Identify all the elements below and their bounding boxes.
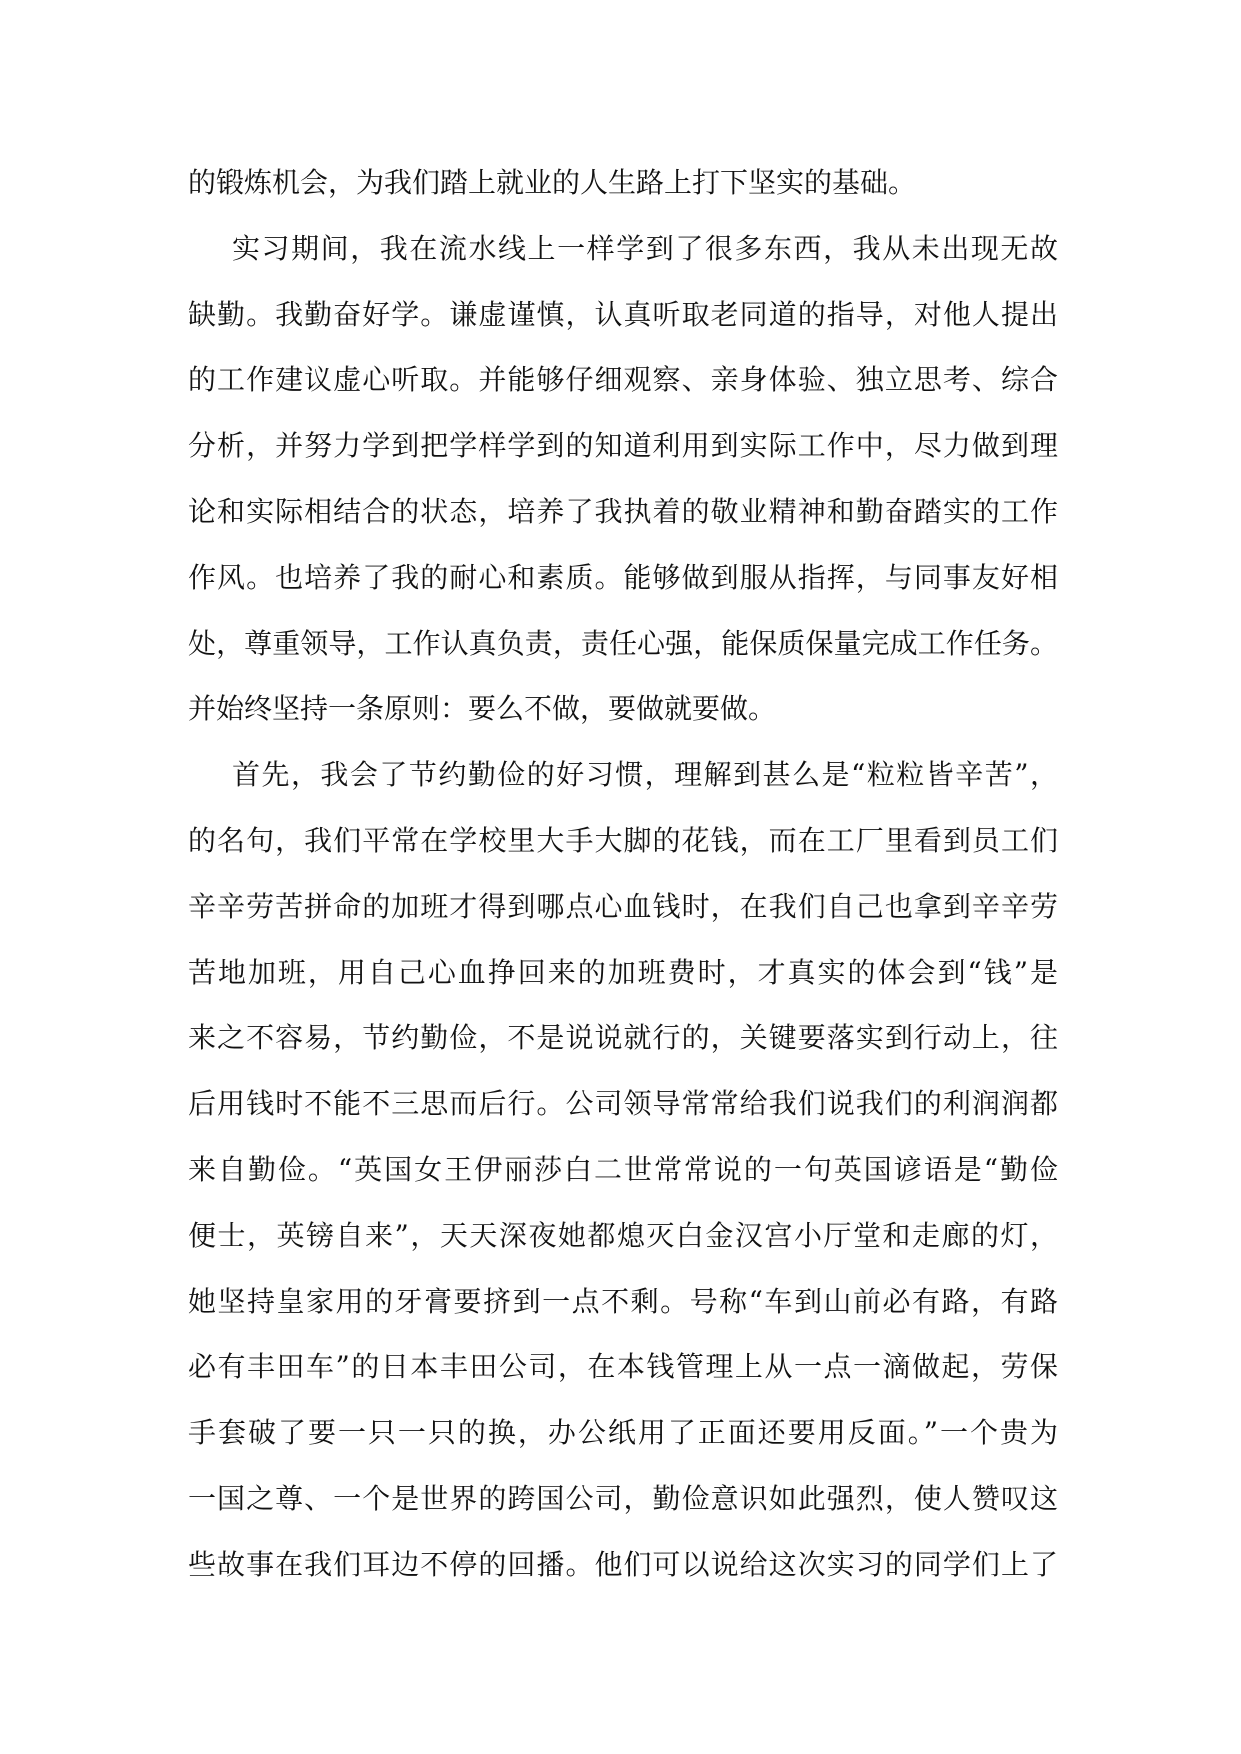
text-line: 实习期间，我在流水线上一样学到了很多东西，我从未出现无故	[232, 231, 1058, 265]
text-line: 一国之尊、一个是世界的跨国公司，勤俭意识如此强烈，使人赞叹这	[188, 1481, 1058, 1515]
text-line: 些故事在我们耳边不停的回播。他们可以说给这次实习的同学们上了	[188, 1547, 1058, 1581]
text-line: 的工作建议虚心听取。并能够仔细观察、亲身体验、独立思考、综合	[188, 363, 1058, 397]
document-body	[188, 150, 1058, 1598]
text-line: 苦地加班，用自己心血挣回来的加班费时，才真实的体会到“钱”是	[188, 955, 1058, 989]
text-line: 后用钱时不能不三思而后行。公司领导常常给我们说我们的利润润都	[188, 1087, 1058, 1121]
paragraph-1	[188, 150, 1058, 216]
text-line: 便士，英镑自来”，天天深夜她都熄灭白金汉宫小厅堂和走廊的灯，	[188, 1218, 1058, 1252]
paragraph-3	[188, 742, 1058, 1597]
text-line: 她坚持皇家用的牙膏要挤到一点不剩。号称“车到山前必有路，有路	[188, 1284, 1058, 1318]
text-line: 分析，并努力学到把学样学到的知道利用到实际工作中，尽力做到理	[188, 429, 1058, 463]
text-line: 缺勤。我勤奋好学。谦虚谨慎，认真听取老同道的指导，对他人提出	[188, 297, 1058, 331]
text-line: 来之不容易，节约勤俭，不是说说就行的，关键要落实到行动上，往	[188, 1021, 1058, 1055]
text-line: 首先，我会了节约勤俭的好习惯，理解到甚么是“粒粒皆辛苦”，	[232, 758, 1058, 792]
text-line: 作风。也培养了我的耐心和素质。能够做到服从指挥，与同事友好相	[188, 560, 1058, 594]
text-line: 的锻炼机会，为我们踏上就业的人生路上打下坚实的基础。	[188, 166, 917, 199]
text-line: 的名句，我们平常在学校里大手大脚的花钱，而在工厂里看到员工们	[188, 823, 1058, 857]
text-line: 辛辛劳苦拼命的加班才得到哪点心血钱时，在我们自己也拿到辛辛劳	[188, 889, 1058, 923]
text-line: 并始终坚持一条原则：要么不做，要做就要做。	[188, 692, 777, 726]
text-line: 来自勤俭。“英国女王伊丽莎白二世常常说的一句英国谚语是“勤俭	[188, 1152, 1058, 1186]
text-line: 手套破了要一只一只的换，办公纸用了正面还要用反面。”一个贵为	[188, 1416, 1058, 1450]
text-line: 必有丰田车”的日本丰田公司，在本钱管理上从一点一滴做起，劳保	[188, 1350, 1058, 1384]
paragraph-2	[188, 216, 1058, 742]
text-line: 处，尊重领导，工作认真负责，责任心强，能保质保量完成工作任务。	[188, 626, 1058, 660]
text-line: 论和实际相结合的状态，培养了我执着的敬业精神和勤奋踏实的工作	[188, 494, 1058, 528]
